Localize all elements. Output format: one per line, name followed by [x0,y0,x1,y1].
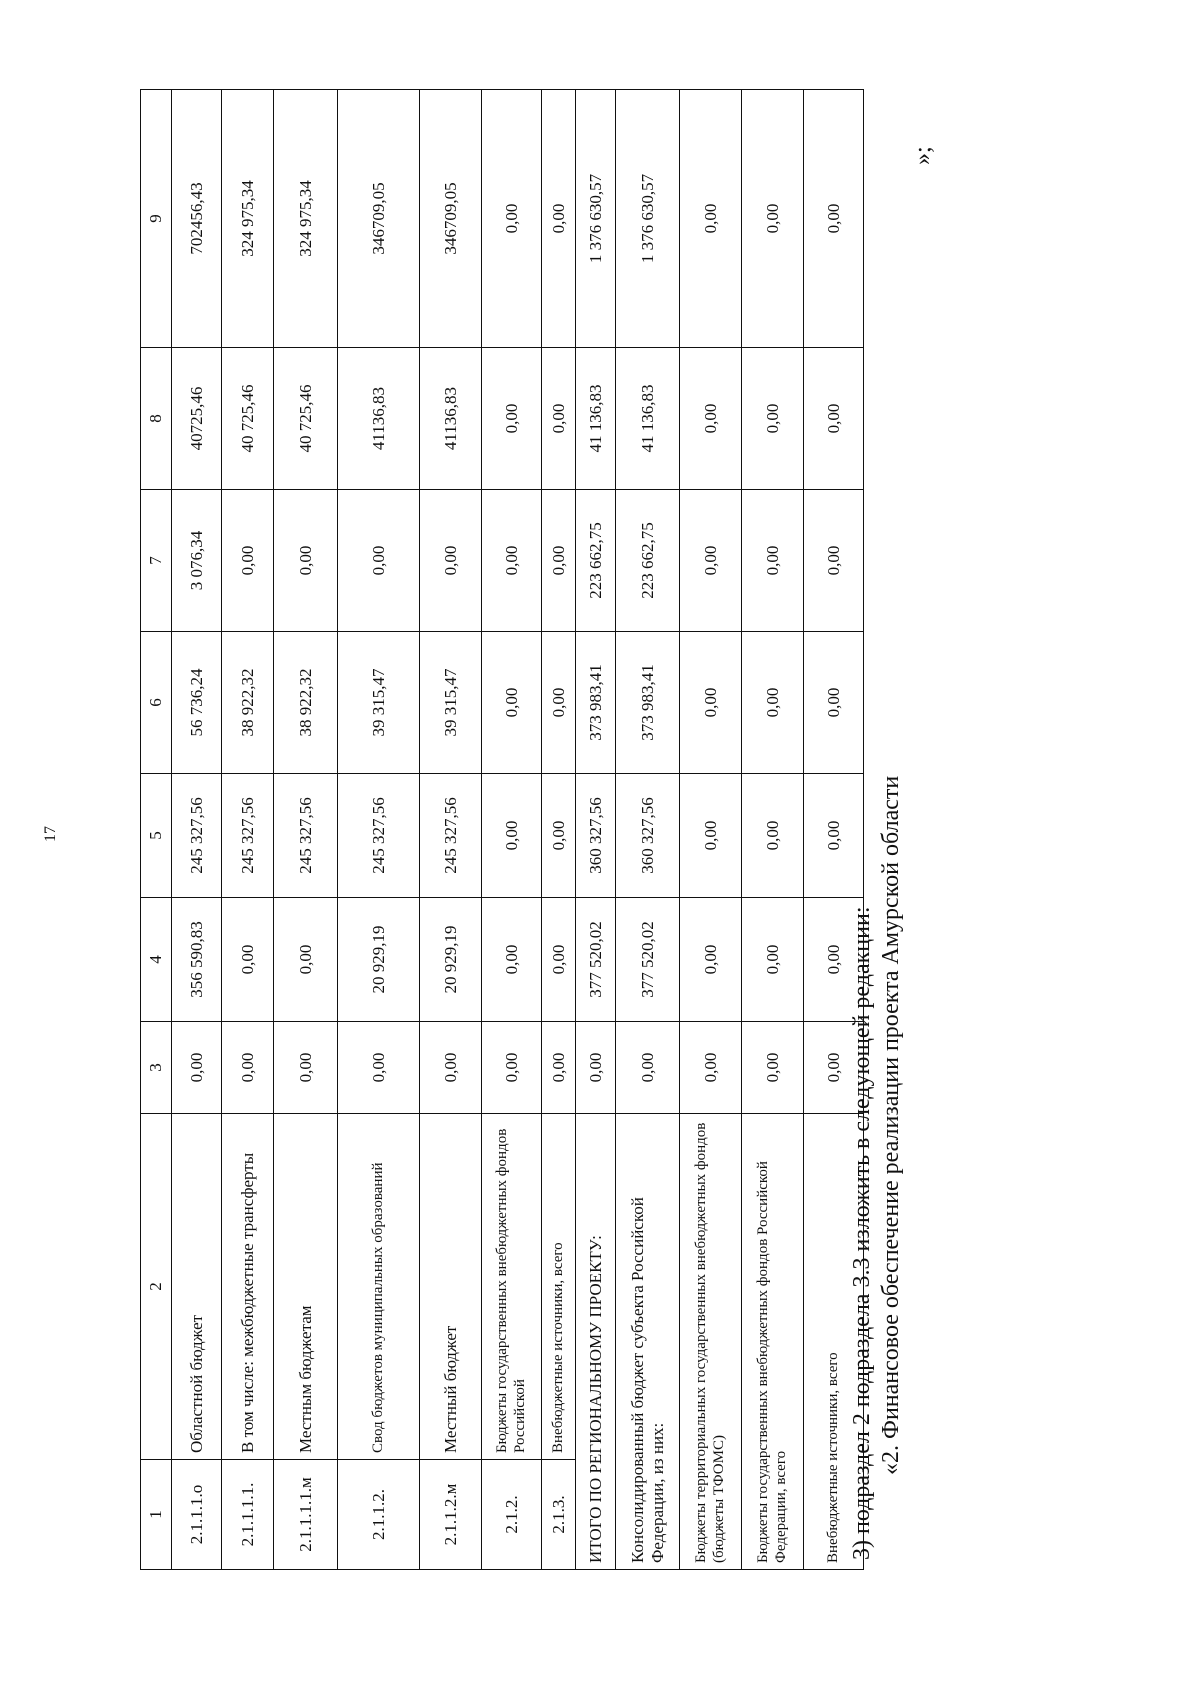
value-cell: 0,00 [222,490,274,632]
value-cell: 0,00 [804,1022,864,1114]
value-cell: 0,00 [482,1022,542,1114]
value-cell: 0,00 [680,1022,742,1114]
value-cell: 0,00 [680,90,742,348]
table-row [542,90,576,1570]
value-cell: 0,00 [542,490,576,632]
value-cell: 0,00 [804,774,864,898]
page-number: 17 [42,826,59,842]
amendment-instruction [848,90,906,1570]
financing-table [140,89,864,1570]
closing-quote-mark: »; [910,146,936,165]
value-cell: 245 327,56 [338,774,420,898]
value-cell: 0,00 [804,632,864,774]
row-code: 2.1.1.1.1.м [274,1460,338,1570]
row-code: 2.1.1.1.о [172,1460,222,1570]
row-name: Свод бюджетов муниципальных образований [338,1114,420,1460]
value-cell: 0,00 [482,632,542,774]
header-cell: 1 [141,1460,172,1570]
value-cell: 0,00 [542,90,576,348]
instruction-line: 3) подраздел 2 подраздела 3.3 изложить в следующей редакции: [849,906,875,1560]
value-cell: 0,00 [482,90,542,348]
value-cell: 0,00 [680,898,742,1022]
table-header-row [141,90,172,1570]
value-cell: 0,00 [274,490,338,632]
value-cell: 40725,46 [172,348,222,490]
value-cell: 360 327,56 [576,774,616,898]
section-heading: «2. Финансовое обеспечение реализации проекта Амурской области [877,775,904,1475]
value-cell: 373 983,41 [616,632,680,774]
value-cell: 20 929,19 [338,898,420,1022]
document-body [140,90,980,1570]
value-cell: 0,00 [542,348,576,490]
value-cell: 346709,05 [338,90,420,348]
value-cell: 356 590,83 [172,898,222,1022]
value-cell: 20 929,19 [420,898,482,1022]
value-cell: 1 376 630,57 [616,90,680,348]
value-cell: 1 376 630,57 [576,90,616,348]
value-cell: 0,00 [420,490,482,632]
row-code: 2.1.1.2. [338,1460,420,1570]
value-cell: 38 922,32 [274,632,338,774]
value-cell: 0,00 [804,90,864,348]
value-cell: 0,00 [680,774,742,898]
value-cell: 0,00 [742,898,804,1022]
value-cell: 0,00 [616,1022,680,1114]
value-cell: 377 520,02 [576,898,616,1022]
value-cell: 0,00 [680,490,742,632]
value-cell: 373 983,41 [576,632,616,774]
summary-row-name: Бюджеты государственных внебюджетных фондов Российской Федерации, всего [742,1114,804,1570]
row-code: 2.1.3. [542,1460,576,1570]
value-cell: 245 327,56 [420,774,482,898]
header-cell: 4 [141,898,172,1022]
value-cell: 38 922,32 [222,632,274,774]
value-cell: 0,00 [222,1022,274,1114]
value-cell: 40 725,46 [222,348,274,490]
value-cell: 56 736,24 [172,632,222,774]
value-cell: 0,00 [482,774,542,898]
value-cell: 39 315,47 [420,632,482,774]
row-name: Местным бюджетам [274,1114,338,1460]
value-cell: 346709,05 [420,90,482,348]
row-name: Внебюджетные источники, всего [542,1114,576,1460]
value-cell: 324 975,34 [274,90,338,348]
row-code: 2.1.1.1.1. [222,1460,274,1570]
table-row [172,90,222,1570]
table-row [420,90,482,1570]
value-cell: 41 136,83 [616,348,680,490]
value-cell: 245 327,56 [274,774,338,898]
value-cell: 0,00 [804,898,864,1022]
row-code: 2.1.2. [482,1460,542,1570]
summary-row-name: ИТОГО ПО РЕГИОНАЛЬНОМУ ПРОЕКТУ: [576,1114,616,1570]
summary-row [680,90,742,1570]
row-code: 2.1.1.2.м [420,1460,482,1570]
summary-row-name: Консолидированный бюджет субъекта Российской Федерации, из них: [616,1114,680,1570]
value-cell: 0,00 [482,898,542,1022]
value-cell: 3 076,34 [172,490,222,632]
value-cell: 41 136,83 [576,348,616,490]
table-row [274,90,338,1570]
value-cell: 0,00 [804,490,864,632]
header-cell: 2 [141,1114,172,1460]
value-cell: 0,00 [742,1022,804,1114]
value-cell: 0,00 [274,898,338,1022]
value-cell: 0,00 [742,774,804,898]
value-cell: 245 327,56 [222,774,274,898]
value-cell: 223 662,75 [616,490,680,632]
value-cell: 377 520,02 [616,898,680,1022]
row-name: Бюджеты государственных внебюджетных фондов Российской [482,1114,542,1460]
value-cell: 0,00 [482,490,542,632]
value-cell: 0,00 [680,348,742,490]
value-cell: 0,00 [742,90,804,348]
header-cell: 5 [141,774,172,898]
value-cell: 245 327,56 [172,774,222,898]
value-cell: 0,00 [338,1022,420,1114]
row-name: Областной бюджет [172,1114,222,1460]
header-cell: 8 [141,348,172,490]
value-cell: 0,00 [542,898,576,1022]
value-cell: 0,00 [542,774,576,898]
value-cell: 0,00 [482,348,542,490]
table-row [338,90,420,1570]
header-cell: 3 [141,1022,172,1114]
header-cell: 6 [141,632,172,774]
summary-row-name: Бюджеты территориальных государственных внебюджетных фондов (бюджеты ТФОМС) [680,1114,742,1570]
value-cell: 702456,43 [172,90,222,348]
summary-row [616,90,680,1570]
value-cell: 0,00 [742,490,804,632]
value-cell: 0,00 [680,632,742,774]
header-cell: 7 [141,490,172,632]
value-cell: 0,00 [274,1022,338,1114]
value-cell: 41136,83 [338,348,420,490]
table-row [482,90,542,1570]
row-name: В том числе: межбюджетные трансферты [222,1114,274,1460]
value-cell: 0,00 [742,632,804,774]
value-cell: 0,00 [542,632,576,774]
value-cell: 0,00 [222,898,274,1022]
value-cell: 41136,83 [420,348,482,490]
row-name: Местный бюджет [420,1114,482,1460]
value-cell: 0,00 [420,1022,482,1114]
value-cell: 0,00 [742,348,804,490]
summary-row [742,90,804,1570]
value-cell: 40 725,46 [274,348,338,490]
summary-row [576,90,616,1570]
summary-row-name: Внебюджетные источники, всего [804,1114,864,1570]
value-cell: 0,00 [576,1022,616,1114]
value-cell: 0,00 [338,490,420,632]
value-cell: 0,00 [804,348,864,490]
value-cell: 0,00 [542,1022,576,1114]
header-cell: 9 [141,90,172,348]
value-cell: 0,00 [172,1022,222,1114]
value-cell: 324 975,34 [222,90,274,348]
table-row [222,90,274,1570]
value-cell: 39 315,47 [338,632,420,774]
value-cell: 223 662,75 [576,490,616,632]
value-cell: 360 327,56 [616,774,680,898]
